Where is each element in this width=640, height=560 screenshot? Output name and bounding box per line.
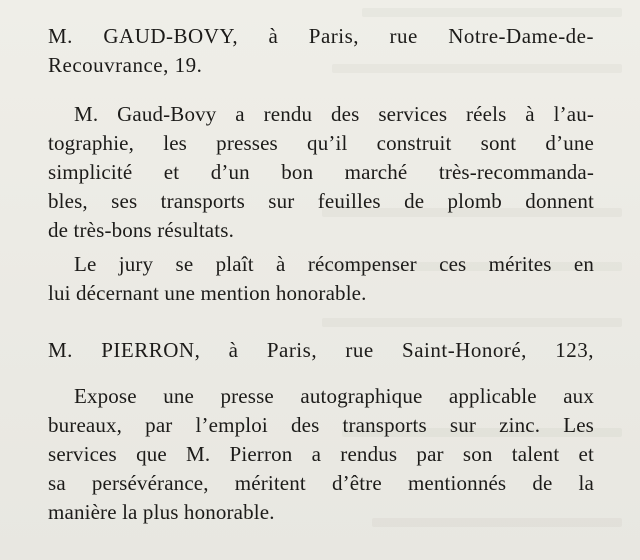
text-line: Le jury se plaît à récompenser ces mérites en [74,252,594,276]
paragraph-gaud-bovy-jury [48,250,594,308]
text-line: lui décernant une mention honorable. [48,281,367,305]
show-through-line [322,318,622,327]
heading-line: M. PIERRON, à Paris, rue Saint-Honoré, 123, [48,338,594,362]
text-line: sa persévérance, méritent d’être mentionnés de la [48,471,594,495]
text-line: M. Gaud-Bovy a rendu des services réels à l’au- [74,102,594,126]
text-line: simplicité et d’un bon marché très-recommanda- [48,160,594,184]
text-line: tographie, les presses qu’il construit sont d’une [48,131,594,155]
show-through-line [362,8,622,17]
text-line: Expose une presse autographique applicable aux [74,384,594,408]
entry-heading-pierron [48,336,594,365]
paragraph-gaud-bovy-services [48,100,594,245]
text-line: de très-bons résultats. [48,218,234,242]
text-line: bles, ses transports sur feuilles de plomb donnent [48,189,594,213]
heading-line: M. GAUD-BOVY, à Paris, rue Notre-Dame-de- [48,24,594,48]
entry-heading-gaud-bovy [48,22,594,80]
text-line: bureaux, par l’emploi des transports sur zinc. Les [48,413,594,437]
heading-line: Recouvrance, 19. [48,53,203,77]
text-line: services que M. Pierron a rendus par son talent et [48,442,594,466]
paragraph-pierron-exhibit [48,382,594,527]
text-line: manière la plus honorable. [48,500,275,524]
